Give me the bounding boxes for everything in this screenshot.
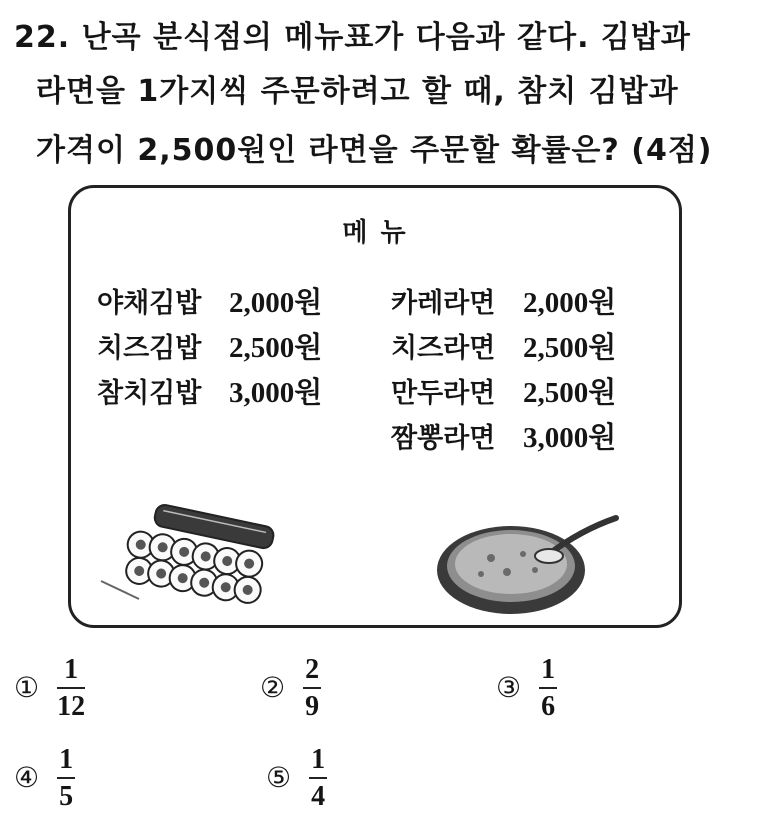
- fraction-bar: [309, 777, 327, 779]
- menu-item-price: 3,000원: [229, 377, 323, 409]
- menu-item-price: 2,000원: [523, 287, 617, 319]
- fraction-numerator: 1: [64, 654, 79, 685]
- menu-item: [391, 368, 616, 413]
- menu-item-name: 만두라면: [391, 378, 496, 409]
- menu-item-name: 짬뽕라면: [391, 423, 496, 454]
- answer-choice-5[interactable]: [266, 745, 327, 812]
- question-line-2: 라면을 1가지씩 주문하려고 할 때, 참치 김밥과: [36, 74, 679, 109]
- menu-item-price: 2,000원: [229, 287, 323, 319]
- ramen-menu-column: [391, 278, 616, 458]
- menu-item-name: 야채김밥: [97, 288, 202, 319]
- choice-fraction: [303, 655, 321, 722]
- menu-item: [391, 413, 616, 458]
- menu-item: [391, 278, 616, 323]
- question-line-3: 가격이 2,500원인 라면을 주문할 확률은? (4점): [36, 133, 713, 168]
- fraction-numerator: 1: [59, 744, 74, 775]
- menu-item-price: 3,000원: [523, 422, 617, 454]
- fraction-denominator: 4: [311, 781, 326, 813]
- ramen-illustration: [431, 510, 631, 620]
- answer-choice-1[interactable]: [14, 655, 85, 722]
- fraction-denominator: 6: [541, 691, 556, 723]
- choice-number: ④: [14, 763, 40, 795]
- choice-fraction: [57, 745, 75, 812]
- fraction-bar: [57, 687, 85, 689]
- menu-item-name: 치즈라면: [391, 333, 496, 364]
- menu-item-price: 2,500원: [229, 332, 323, 364]
- menu-board: [68, 185, 682, 628]
- menu-item-price: 2,500원: [523, 377, 617, 409]
- menu-item-name: 참치김밥: [97, 378, 202, 409]
- choice-fraction: [57, 655, 85, 722]
- choice-number: ③: [496, 673, 522, 705]
- choice-fraction: [539, 655, 557, 722]
- fraction-numerator: 1: [541, 654, 556, 685]
- menu-item: [97, 323, 322, 368]
- question-line-1: 22. 난곡 분식점의 메뉴표가 다음과 같다. 김밥과: [14, 20, 691, 55]
- choice-number: ②: [260, 673, 286, 705]
- menu-title: 메 뉴: [342, 218, 408, 248]
- menu-item: [97, 368, 322, 413]
- menu-item-price: 2,500원: [523, 332, 617, 364]
- fraction-bar: [539, 687, 557, 689]
- fraction-denominator: 9: [305, 691, 320, 723]
- answer-choice-3[interactable]: [496, 655, 557, 722]
- choice-number: ⑤: [266, 763, 292, 795]
- fraction-numerator: 2: [305, 654, 320, 685]
- choice-number: ①: [14, 673, 40, 705]
- kimbap-illustration: [99, 503, 279, 613]
- choice-fraction: [309, 745, 327, 812]
- menu-item-name: 치즈김밥: [97, 333, 202, 364]
- answer-choice-2[interactable]: [260, 655, 321, 722]
- menu-item: [97, 278, 322, 323]
- menu-item-name: 카레라면: [391, 288, 496, 319]
- fraction-denominator: 12: [57, 691, 86, 723]
- fraction-bar: [57, 777, 75, 779]
- fraction-numerator: 1: [311, 744, 326, 775]
- menu-item: [391, 323, 616, 368]
- fraction-bar: [303, 687, 321, 689]
- fraction-denominator: 5: [59, 781, 74, 813]
- answer-choice-4[interactable]: [14, 745, 75, 812]
- kimbap-menu-column: [97, 278, 322, 413]
